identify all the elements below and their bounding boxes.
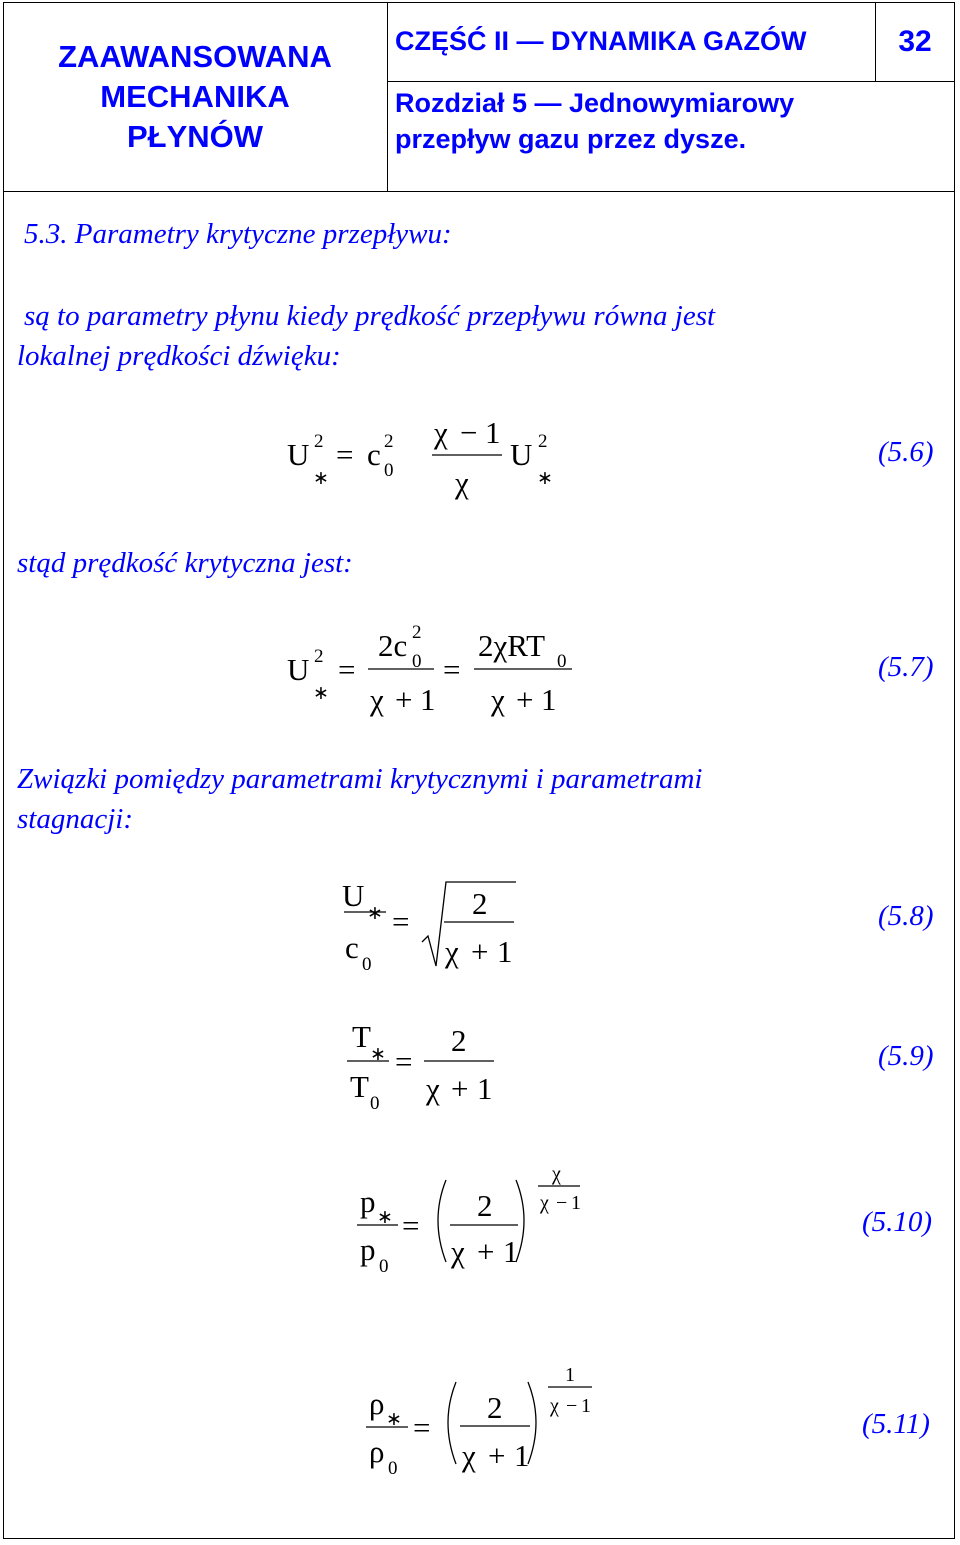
eq510-p0: p bbox=[360, 1232, 376, 1267]
eq56-U-sup: 2 bbox=[314, 431, 324, 452]
eq58-c-sub: 0 bbox=[362, 954, 372, 975]
eq510-p0-sub: 0 bbox=[379, 1256, 389, 1277]
relations-line-2: stagnacji: bbox=[17, 803, 133, 835]
eq510-exp-den-minus: − bbox=[556, 1192, 568, 1214]
eq511-equals: = bbox=[413, 1410, 431, 1445]
relations-line-1: Związki pomiędzy parametrami krytycznymi i parametrami bbox=[17, 763, 703, 795]
eq58-c: c bbox=[345, 930, 359, 965]
eq56-den-chi: χ bbox=[455, 465, 469, 500]
course-title-line-3: PŁYNÓW bbox=[126, 118, 264, 154]
eq510-exp-den-chi: χ bbox=[540, 1192, 549, 1214]
eq58-U-sub: ∗ bbox=[367, 903, 383, 924]
eq58-num-two: 2 bbox=[472, 886, 488, 921]
eq57-den2-one: 1 bbox=[541, 682, 557, 717]
eq510-den-one: 1 bbox=[503, 1234, 519, 1269]
eq57-equals-2: = bbox=[443, 652, 461, 687]
eq511-exp-den-minus: − bbox=[566, 1395, 578, 1417]
eq511-exp-num-one: 1 bbox=[565, 1364, 575, 1386]
equation-number-5-9: (5.9) bbox=[878, 1040, 934, 1072]
eq57-num2-sub: 0 bbox=[557, 651, 567, 672]
eq58-den-one: 1 bbox=[497, 934, 513, 969]
eq57-den1-plus: + bbox=[395, 682, 413, 717]
eq511-den-plus: + bbox=[488, 1438, 506, 1473]
eq56-num-chi: χ bbox=[434, 415, 448, 450]
eq59-T0: T bbox=[350, 1069, 369, 1104]
course-title-line-2: MECHANIKA bbox=[100, 78, 290, 114]
eq59-num-two: 2 bbox=[451, 1023, 467, 1058]
eq57-U-sup: 2 bbox=[314, 646, 324, 667]
eq511-left-paren bbox=[448, 1382, 456, 1464]
eq510-den-plus: + bbox=[477, 1234, 495, 1269]
eq57-num-2chiRT: 2χRT bbox=[478, 628, 546, 663]
equation-number-5-10: (5.10) bbox=[862, 1206, 933, 1238]
eq58-U: U bbox=[342, 878, 365, 913]
eq59-equals: = bbox=[395, 1044, 413, 1079]
equation-number-5-11: (5.11) bbox=[862, 1408, 930, 1440]
eq56-c-sup: 2 bbox=[384, 431, 394, 452]
eq57-U: U bbox=[287, 652, 310, 687]
eq511-rho0-sub: 0 bbox=[388, 1458, 398, 1479]
eq57-den1-one: 1 bbox=[420, 682, 436, 717]
eq58-den-plus: + bbox=[471, 934, 489, 969]
section-heading: 5.3. Parametry krytyczne przepływu: bbox=[24, 218, 452, 250]
course-title-line-1: ZAAWANSOWANA bbox=[58, 38, 332, 74]
eq511-rho-sub: ∗ bbox=[386, 1409, 402, 1430]
eq59-den-one: 1 bbox=[477, 1071, 493, 1106]
eq56-num-one: 1 bbox=[485, 415, 501, 450]
equation-number-5-6: (5.6) bbox=[878, 436, 934, 468]
eq57-num-2c: 2c bbox=[378, 628, 408, 663]
eq56-U-sub: ∗ bbox=[313, 468, 329, 489]
eq510-p-sub: ∗ bbox=[377, 1207, 393, 1228]
page-number: 32 bbox=[875, 2, 955, 82]
eq511-rho0: ρ bbox=[369, 1434, 385, 1469]
eq57-den2-plus: + bbox=[516, 682, 534, 717]
chapter-title-line-2: przepływ gazu przez dysze. bbox=[395, 124, 747, 154]
intro-line-1: są to parametry płynu kiedy prędkość przepływu równa jest bbox=[24, 300, 716, 332]
eq56-U2: U bbox=[510, 437, 533, 472]
equation-number-5-7: (5.7) bbox=[878, 651, 934, 683]
equation-number-5-8: (5.8) bbox=[878, 900, 934, 932]
chapter-title-line-1: Rozdział 5 — Jednowymiarowy bbox=[395, 88, 795, 118]
eq511-den-chi: χ bbox=[462, 1438, 476, 1473]
eq511-den-one: 1 bbox=[514, 1438, 530, 1473]
eq510-num-two: 2 bbox=[477, 1188, 493, 1223]
eq59-T-sub: ∗ bbox=[370, 1044, 386, 1065]
eq56-U2-sup: 2 bbox=[538, 431, 548, 452]
eq511-num-two: 2 bbox=[487, 1390, 503, 1425]
eq56-U: U bbox=[287, 437, 310, 472]
eq59-den-plus: + bbox=[451, 1071, 469, 1106]
eq56-c-sub: 0 bbox=[384, 460, 394, 481]
eq511-rho: ρ bbox=[369, 1386, 385, 1421]
eq57-U-sub: ∗ bbox=[313, 683, 329, 704]
eq511-exp-den-chi: χ bbox=[550, 1395, 559, 1417]
eq57-num-sub: 0 bbox=[412, 651, 422, 672]
eq510-equals: = bbox=[402, 1208, 420, 1243]
eq56-num-minus: − bbox=[460, 415, 478, 450]
eq57-equals-1: = bbox=[338, 652, 356, 687]
eq57-num-sup: 2 bbox=[412, 622, 422, 643]
eq510-exp-num-chi: χ bbox=[552, 1163, 561, 1185]
eq511-exp-den-one: 1 bbox=[581, 1395, 591, 1417]
eq510-p: p bbox=[360, 1184, 376, 1219]
eq59-T: T bbox=[352, 1019, 371, 1054]
eq58-equals: = bbox=[392, 904, 410, 939]
eq57-den2-chi: χ bbox=[491, 682, 505, 717]
intro-line-2: lokalnej prędkości dźwięku: bbox=[17, 340, 341, 372]
eq510-exp-den-one: 1 bbox=[571, 1192, 581, 1214]
eq59-T0-sub: 0 bbox=[370, 1093, 380, 1114]
part-title: CZĘŚĆ II — DYNAMIKA GAZÓW bbox=[387, 2, 876, 82]
eq56-equals: = bbox=[336, 437, 354, 472]
eq58-den-chi: χ bbox=[445, 934, 459, 969]
eq57-den1-chi: χ bbox=[370, 682, 384, 717]
eq510-den-chi: χ bbox=[451, 1234, 465, 1269]
eq56-U2-sub: ∗ bbox=[537, 468, 553, 489]
critical-velocity-text: stąd prędkość krytyczna jest: bbox=[17, 547, 353, 579]
eq59-den-chi: χ bbox=[426, 1071, 440, 1106]
eq56-c: c bbox=[367, 437, 381, 472]
